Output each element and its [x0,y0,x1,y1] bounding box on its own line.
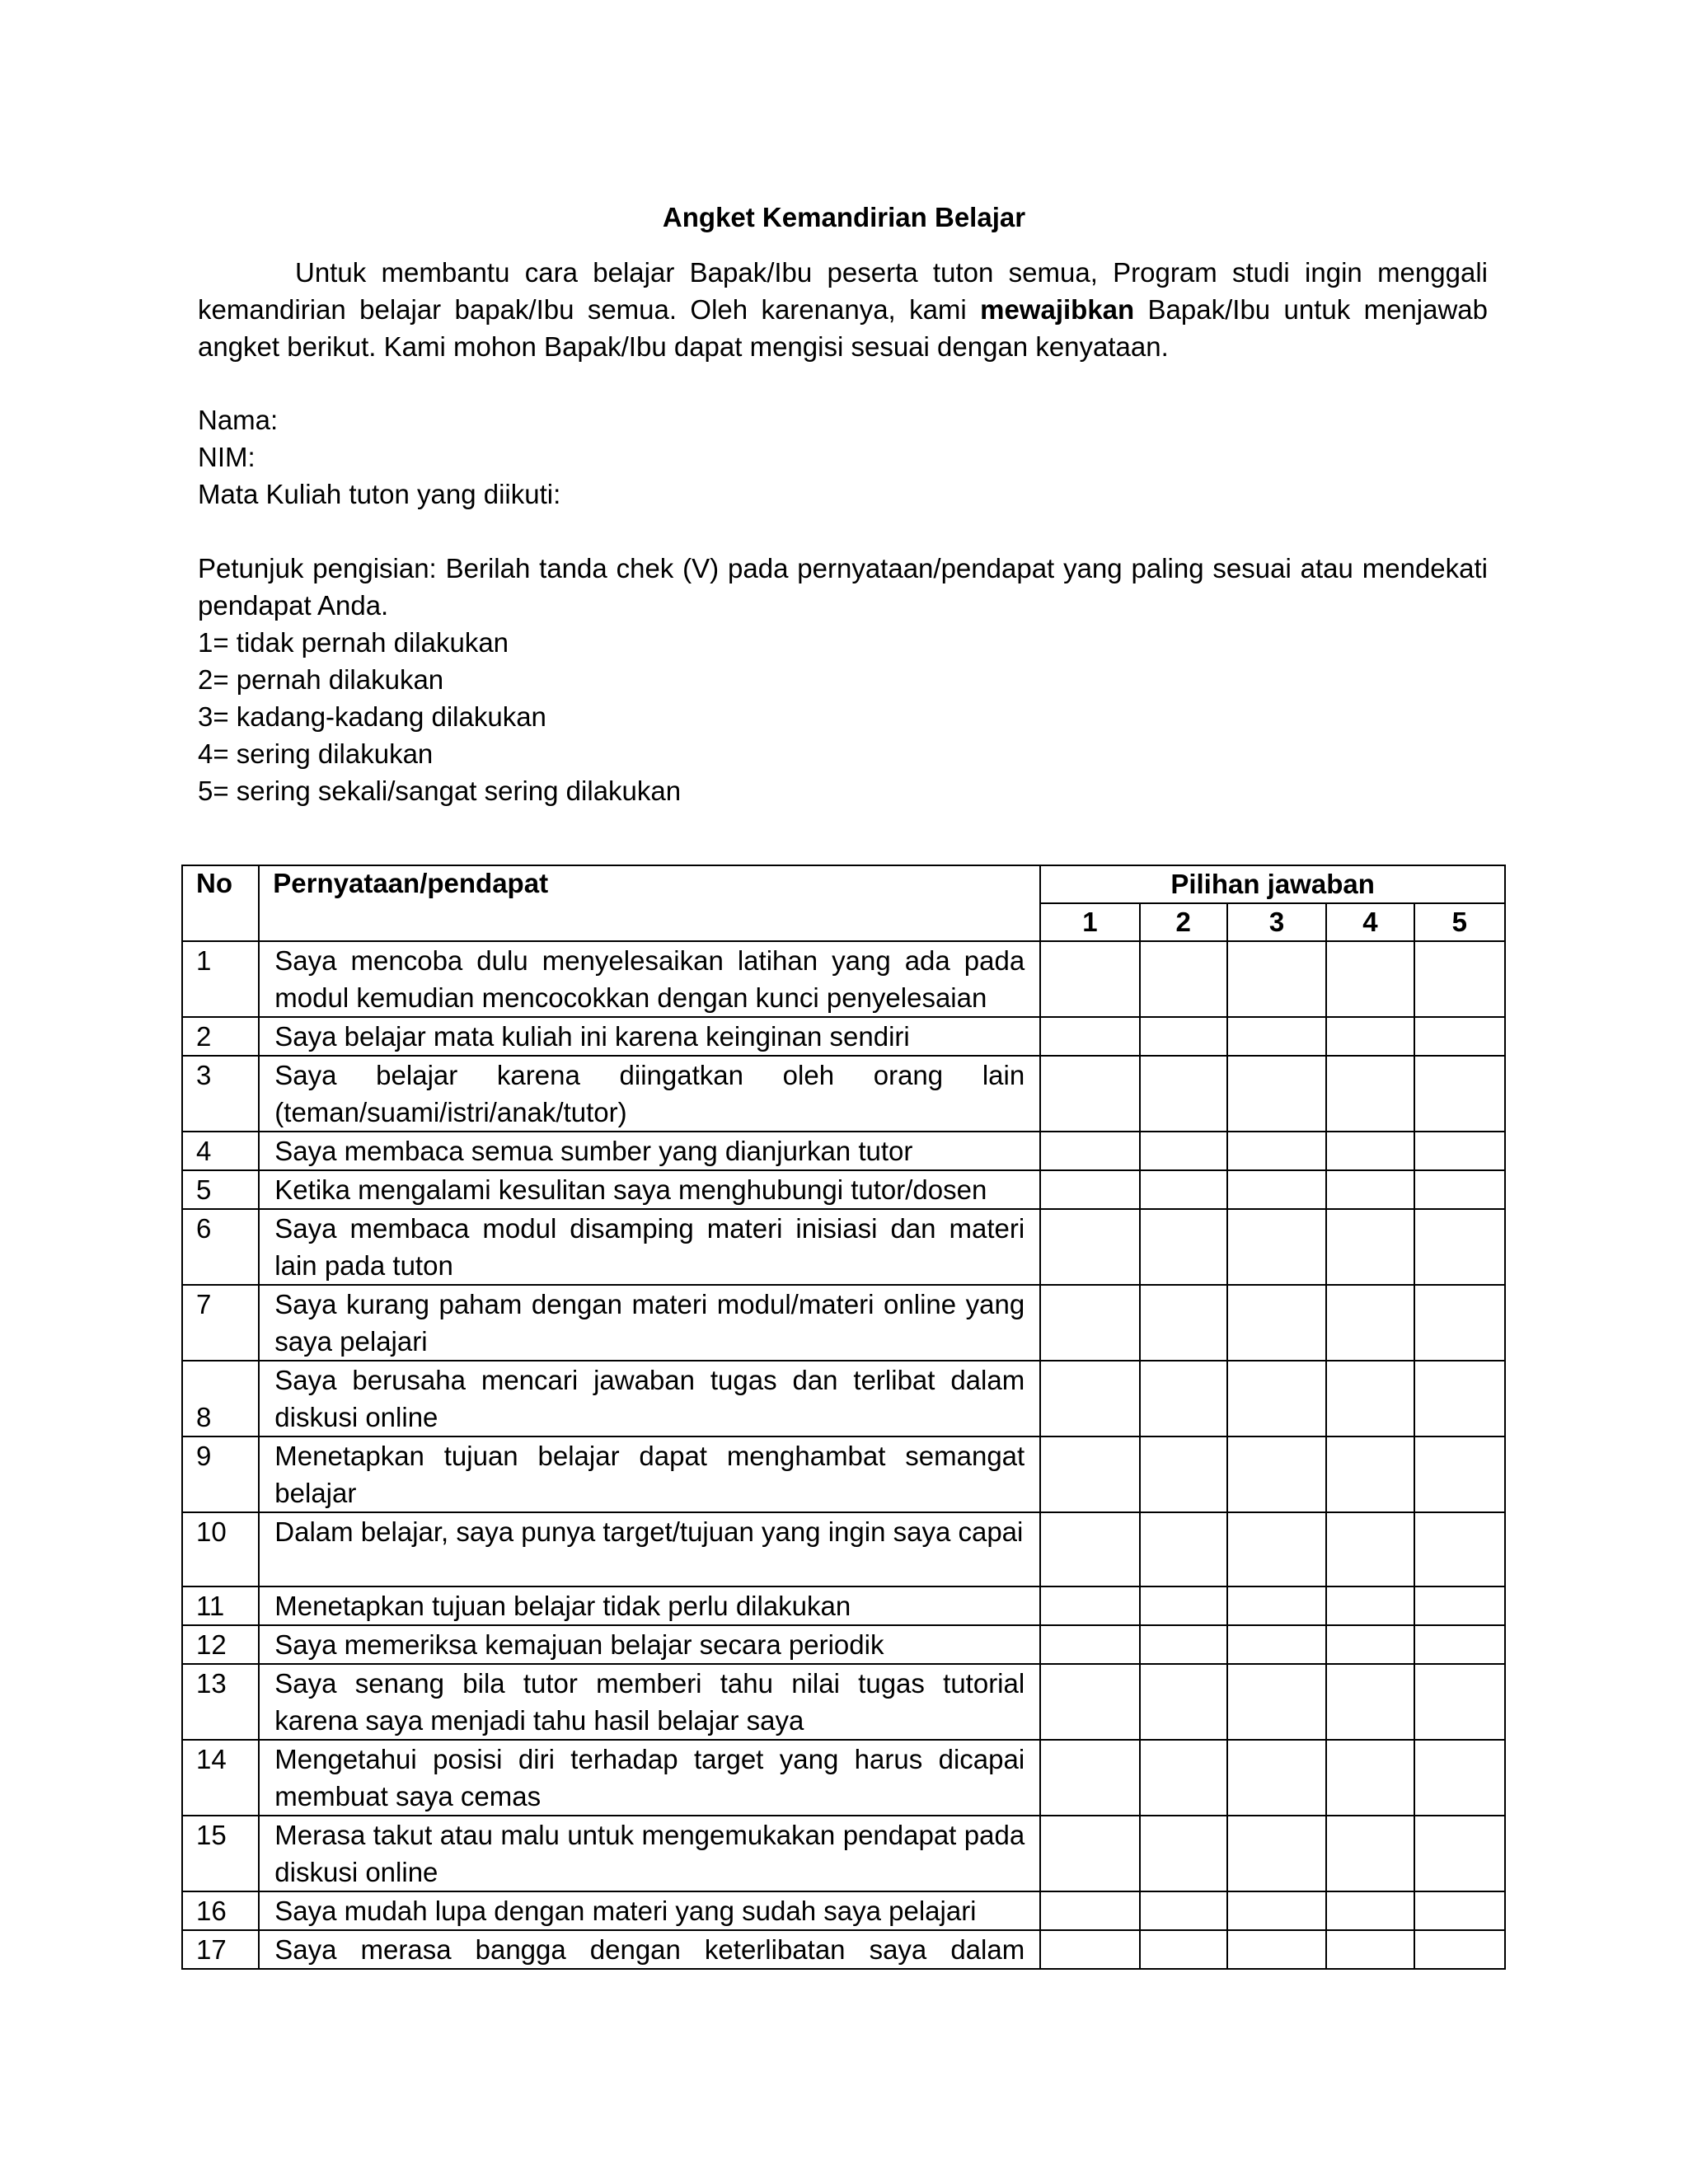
questionnaire-table [181,865,1506,1970]
row-statement: Ketika mengalami kesulitan saya menghubungi tutor/dosen [259,1170,1040,1209]
row-statement: Saya membaca semua sumber yang dianjurkan tutor [259,1132,1040,1170]
answer-cell-5[interactable] [1414,1625,1505,1664]
document-title: Angket Kemandirian Belajar [662,202,1026,232]
row-statement: Saya membaca modul disamping materi inisiasi dan materi lain pada tuton [259,1209,1040,1285]
answer-cell-5[interactable] [1414,1285,1505,1361]
answer-cell-5[interactable] [1414,1512,1505,1586]
table-row [182,1816,1505,1891]
answer-cell-4[interactable] [1326,1625,1414,1664]
row-number: 16 [182,1891,259,1930]
row-statement: Saya belajar mata kuliah ini karena keinginan sendiri [259,1017,1040,1056]
answer-cell-5[interactable] [1414,1056,1505,1132]
row-number: 1 [182,941,259,1017]
header-option-5: 5 [1414,903,1505,941]
row-statement: Mengetahui posisi diri terhadap target yang harus dicapai membuat saya cemas [259,1740,1040,1816]
scale-item-2: 2= pernah dilakukan [198,664,444,695]
header-option-1: 1 [1040,903,1139,941]
answer-cell-5[interactable] [1414,1361,1505,1436]
answer-cell-5[interactable] [1414,1209,1505,1285]
answer-cell-5[interactable] [1414,1930,1505,1969]
header-no: No [182,865,259,941]
row-statement: Saya senang bila tutor memberi tahu nilai tugas tutorial karena saya menjadi tahu hasil belajar saya [259,1664,1040,1740]
answer-cell-1[interactable] [1040,1170,1139,1209]
answer-cell-4[interactable] [1326,941,1414,1017]
row-statement: Saya merasa bangga dengan keterlibatan saya dalam [259,1930,1040,1969]
row-number: 13 [182,1664,259,1740]
answer-cell-3[interactable] [1227,1740,1326,1816]
answer-cell-3[interactable] [1227,1436,1326,1512]
table-row [182,1586,1505,1625]
answer-cell-2[interactable] [1140,1586,1227,1625]
table-row [182,1017,1505,1056]
answer-cell-4[interactable] [1326,1816,1414,1891]
answer-cell-4[interactable] [1326,1512,1414,1586]
answer-cell-3[interactable] [1227,1664,1326,1740]
row-statement: Dalam belajar, saya punya target/tujuan yang ingin saya capai [259,1512,1040,1586]
answer-cell-1[interactable] [1040,1512,1139,1586]
row-number: 8 [182,1361,259,1436]
table-row [182,1056,1505,1132]
table-row [182,1740,1505,1816]
answer-cell-2[interactable] [1140,1361,1227,1436]
answer-cell-5[interactable] [1414,1132,1505,1170]
scale-item-1: 1= tidak pernah dilakukan [198,627,509,658]
table-row [182,1170,1505,1209]
scale-item-4: 4= sering dilakukan [198,738,434,769]
table-row [182,1209,1505,1285]
field-nim: NIM: [198,442,256,472]
answer-cell-2[interactable] [1140,1209,1227,1285]
row-statement: Saya berusaha mencari jawaban tugas dan terlibat dalam diskusi online [259,1361,1040,1436]
row-statement: Merasa takut atau malu untuk mengemukakan pendapat pada diskusi online [259,1816,1040,1891]
answer-cell-1[interactable] [1040,1664,1139,1740]
header-choices: Pilihan jawaban [1040,865,1505,903]
answer-cell-1[interactable] [1040,1930,1139,1969]
answer-cell-5[interactable] [1414,1017,1505,1056]
row-number: 2 [182,1017,259,1056]
answer-cell-2[interactable] [1140,1891,1227,1930]
intro-paragraph [198,254,1488,365]
answer-cell-1[interactable] [1040,1209,1139,1285]
table-row [182,1361,1505,1436]
answer-cell-5[interactable] [1414,941,1505,1017]
answer-cell-4[interactable] [1326,1740,1414,1816]
answer-cell-2[interactable] [1140,1664,1227,1740]
row-number: 5 [182,1170,259,1209]
row-statement: Saya kurang paham dengan materi modul/materi online yang saya pelajari [259,1285,1040,1361]
table-row [182,1512,1505,1586]
row-number: 4 [182,1132,259,1170]
table-row [182,1891,1505,1930]
answer-cell-1[interactable] [1040,1436,1139,1512]
answer-cell-4[interactable] [1326,1056,1414,1132]
answer-cell-3[interactable] [1227,1285,1326,1361]
scale-item-3: 3= kadang-kadang dilakukan [198,701,546,732]
answer-cell-3[interactable] [1227,1017,1326,1056]
row-number: 17 [182,1930,259,1969]
answer-cell-4[interactable] [1326,1361,1414,1436]
answer-cell-4[interactable] [1326,1891,1414,1930]
answer-cell-3[interactable] [1227,1816,1326,1891]
answer-cell-1[interactable] [1040,1816,1139,1891]
answer-cell-5[interactable] [1414,1740,1505,1816]
answer-cell-2[interactable] [1140,1930,1227,1969]
table-row [182,1664,1505,1740]
answer-cell-3[interactable] [1227,1891,1326,1930]
answer-cell-3[interactable] [1227,941,1326,1017]
intro-text-1: Untuk membantu cara belajar Bapak/Ibu peserta tuton semua, Program studi ingin menggali kemandirian belajar bapak/Ibu semua. Oleh karenanya, kami [198,257,1488,325]
answer-cell-4[interactable] [1326,1017,1414,1056]
instruction-paragraph: Petunjuk pengisian: Berilah tanda chek (V) pada pernyataan/pendapat yang paling sesuai atau mendekati pendapat Anda. [198,553,1488,621]
answer-cell-4[interactable] [1326,1170,1414,1209]
field-nama: Nama: [198,405,279,435]
answer-cell-2[interactable] [1140,1285,1227,1361]
answer-cell-2[interactable] [1140,1740,1227,1816]
answer-cell-3[interactable] [1227,1132,1326,1170]
answer-cell-5[interactable] [1414,1816,1505,1891]
field-mata-kuliah: Mata Kuliah tuton yang diikuti: [198,479,561,509]
answer-cell-1[interactable] [1040,1056,1139,1132]
row-number: 7 [182,1285,259,1361]
row-number: 11 [182,1586,259,1625]
answer-cell-3[interactable] [1227,1586,1326,1625]
answer-cell-1[interactable] [1040,1361,1139,1436]
rating-scale-legend [198,624,681,809]
answer-cell-5[interactable] [1414,1436,1505,1512]
answer-cell-4[interactable] [1326,1586,1414,1625]
row-number: 12 [182,1625,259,1664]
answer-cell-2[interactable] [1140,1512,1227,1586]
row-number: 10 [182,1512,259,1586]
answer-cell-2[interactable] [1140,1816,1227,1891]
answer-cell-1[interactable] [1040,941,1139,1017]
answer-cell-4[interactable] [1326,1209,1414,1285]
identity-fields [198,401,560,513]
answer-cell-2[interactable] [1140,1017,1227,1056]
answer-cell-2[interactable] [1140,1625,1227,1664]
intro-bold-word: mewajibkan [980,294,1135,325]
header-option-2: 2 [1140,903,1227,941]
answer-cell-2[interactable] [1140,1132,1227,1170]
answer-cell-1[interactable] [1040,1132,1139,1170]
row-number: 6 [182,1209,259,1285]
row-statement: Menetapkan tujuan belajar tidak perlu dilakukan [259,1586,1040,1625]
answer-cell-2[interactable] [1140,1170,1227,1209]
answer-cell-1[interactable] [1040,1285,1139,1361]
table-row [182,941,1505,1017]
header-option-3: 3 [1227,903,1326,941]
row-number: 14 [182,1740,259,1816]
answer-cell-2[interactable] [1140,1436,1227,1512]
answer-cell-2[interactable] [1140,941,1227,1017]
answer-cell-1[interactable] [1040,1625,1139,1664]
answer-cell-3[interactable] [1227,1930,1326,1969]
table-row [182,1285,1505,1361]
header-statement: Pernyataan/pendapat [259,865,1040,941]
answer-cell-1[interactable] [1040,1891,1139,1930]
answer-cell-4[interactable] [1326,1132,1414,1170]
answer-cell-5[interactable] [1414,1664,1505,1740]
table-row [182,1436,1505,1512]
answer-cell-5[interactable] [1414,1586,1505,1625]
answer-cell-4[interactable] [1326,1664,1414,1740]
row-number: 3 [182,1056,259,1132]
table-row [182,1930,1505,1969]
row-statement: Saya mudah lupa dengan materi yang sudah saya pelajari [259,1891,1040,1930]
row-number: 15 [182,1816,259,1891]
answer-cell-3[interactable] [1227,1512,1326,1586]
table-row [182,1132,1505,1170]
row-statement: Menetapkan tujuan belajar dapat menghambat semangat belajar [259,1436,1040,1512]
scale-item-5: 5= sering sekali/sangat sering dilakukan [198,776,682,806]
answer-cell-5[interactable] [1414,1891,1505,1930]
answer-cell-1[interactable] [1040,1740,1139,1816]
header-option-4: 4 [1326,903,1414,941]
answer-cell-3[interactable] [1227,1361,1326,1436]
answer-cell-3[interactable] [1227,1625,1326,1664]
table-row [182,1625,1505,1664]
answer-cell-2[interactable] [1140,1056,1227,1132]
intro-text-2: Bapak/Ibu untuk menjawab angket berikut. Kami mohon Bapak/Ibu dapat mengisi sesuai dengan kenyataan. [198,294,1488,362]
answer-cell-4[interactable] [1326,1930,1414,1969]
answer-cell-3[interactable] [1227,1170,1326,1209]
answer-cell-1[interactable] [1040,1586,1139,1625]
row-statement: Saya belajar karena diingatkan oleh orang lain (teman/suami/istri/anak/tutor) [259,1056,1040,1132]
answer-cell-4[interactable] [1326,1436,1414,1512]
row-statement: Saya mencoba dulu menyelesaikan latihan yang ada pada modul kemudian mencocokkan dengan kunci penyelesaian [259,941,1040,1017]
answer-cell-4[interactable] [1326,1285,1414,1361]
answer-cell-3[interactable] [1227,1056,1326,1132]
answer-cell-1[interactable] [1040,1017,1139,1056]
row-statement: Saya memeriksa kemajuan belajar secara periodik [259,1625,1040,1664]
row-number: 9 [182,1436,259,1512]
answer-cell-5[interactable] [1414,1170,1505,1209]
answer-cell-3[interactable] [1227,1209,1326,1285]
